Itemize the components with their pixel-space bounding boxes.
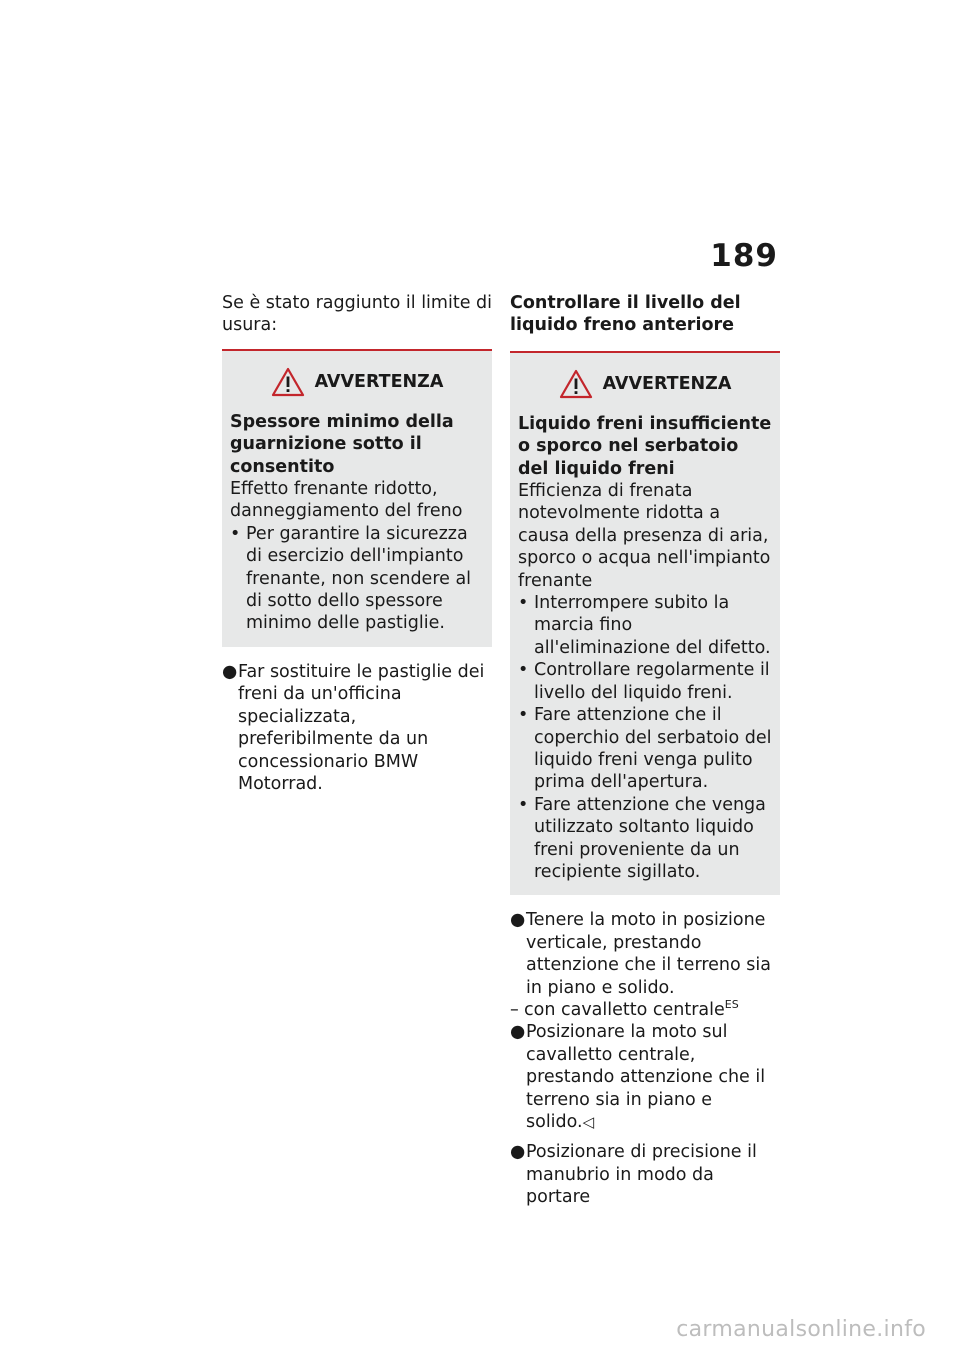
- warning-header: [518, 369, 772, 399]
- page-number: 189: [710, 238, 778, 274]
- intro-text: Se è stato raggiunto il limite di usura:: [222, 293, 492, 336]
- warning-bullet: • Interrompere subito la marcia fino all'eliminazione del difetto.: [518, 592, 772, 659]
- step-bullet-icon: ●: [510, 1022, 526, 1043]
- step-item: [222, 661, 492, 795]
- warning-box-pads: [222, 349, 492, 647]
- warning-box-fluid: [510, 351, 780, 896]
- warning-bullet: • Per garantire la sicurezza di esercizio dell'impianto frenante, non scendere al di sotto dello spessore minimo delle pastiglie.: [230, 523, 484, 635]
- left-column: [222, 292, 492, 795]
- warning-bullets: [518, 592, 772, 883]
- condition-item: [510, 999, 780, 1021]
- warning-bullets: [230, 523, 484, 635]
- warning-label: AVVERTENZA: [314, 371, 444, 392]
- warning-bullet: • Fare attenzione che venga utilizzato soltanto liquido freni proveniente da un recipiente sigillato.: [518, 794, 772, 884]
- right-column: [510, 292, 780, 1209]
- warning-bullet: • Controllare regolarmente il livello del liquido freni.: [518, 659, 772, 704]
- dash-icon: –: [510, 999, 519, 1020]
- warning-label: AVVERTENZA: [602, 373, 732, 394]
- step-text: Posizionare di precisione il manubrio in modo da portare: [526, 1142, 757, 1208]
- step-bullet-icon: ●: [510, 1142, 526, 1163]
- warning-triangle-icon: [559, 369, 593, 399]
- step-text: Far sostituire le pastiglie dei freni da un'officina specializzata, preferibilmente da un concessionario BMW Motorrad.: [238, 661, 485, 794]
- warning-triangle-icon: [271, 367, 305, 397]
- end-mark-icon: ◁: [582, 1113, 595, 1131]
- warning-title: Spessore minimo della guarnizione sotto il consentito: [230, 411, 454, 477]
- condition-text: con cavalletto centrale: [524, 999, 725, 1020]
- step-item: [510, 1021, 780, 1133]
- warning-text: Effetto frenante ridotto, danneggiamento del freno: [230, 479, 463, 522]
- warning-header: [230, 367, 484, 397]
- step-item: [510, 1141, 780, 1208]
- step-item: [510, 909, 780, 999]
- warning-title: Liquido freni insufficiente o sporco nel serbatoio del liquido freni: [518, 413, 772, 479]
- step-bullet-icon: ●: [222, 661, 238, 682]
- section-title: Controllare il livello del liquido freno anteriore: [510, 293, 741, 336]
- warning-text: Efficienza di frenata notevolmente ridotta a causa della presenza di aria, sporco o acqua nell'impianto frenante: [518, 481, 771, 591]
- step-bullet-icon: ●: [510, 910, 526, 931]
- step-text: Posizionare la moto sul cavalletto centrale, prestando attenzione che il terreno sia in piano e solido.: [526, 1022, 766, 1132]
- warning-bullet: • Fare attenzione che il coperchio del serbatoio del liquido freni venga pulito prima dell'apertura.: [518, 704, 772, 794]
- watermark: carmanualsonline.info: [676, 1317, 926, 1342]
- step-text: Tenere la moto in posizione verticale, prestando attenzione che il terreno sia in piano e solido.: [526, 910, 771, 998]
- condition-sup: ES: [724, 998, 739, 1012]
